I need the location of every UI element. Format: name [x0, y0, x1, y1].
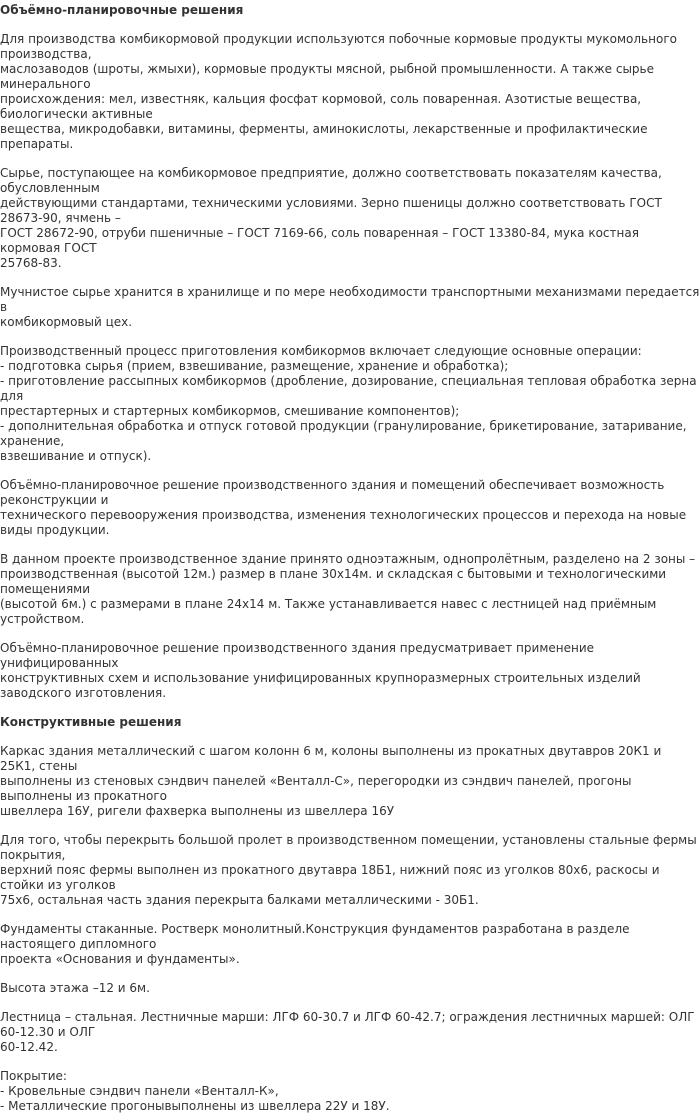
text-line: конструктивных схем и использование унифицированных крупноразмерных строительных изделий заводского изготовления.: [0, 671, 641, 700]
text-line: Каркас здания металлический с шагом колонн 6 м, колоны выполнены из прокатных двутавров 20К1 и 25К1, стены: [0, 744, 662, 773]
text-line: Мучнистое сырье хранится в хранилище и по мере необходимости транспортными механизмами передается в: [0, 285, 700, 314]
text-line: 25768-83.: [0, 256, 62, 270]
text-line: производственная (высотой 12м.) размер в плане 30х14м. и складская с бытовыми и технологическими помещениями: [0, 567, 667, 596]
paragraph: [0, 744, 700, 819]
paragraph: [0, 833, 700, 908]
section-heading-structural: Конструктивные решения: [0, 715, 182, 729]
text-line: - Металлические прогонывыполнены из швеллера 22У и 18У.: [0, 1099, 390, 1113]
text-line: выполнены из стеновых сэндвич панелей «Венталл-С», перегородки из сэндвич панелей, прогоны выполнены из прокатного: [0, 774, 632, 803]
text-line: - дополнительная обработка и отпуск готовой продукции (гранулирование, брикетирование, затаривание, хранение,: [0, 419, 687, 448]
paragraph: [0, 1010, 700, 1055]
text-line: швеллера 16У, ригели фахверка выполнены из швеллера 16У: [0, 804, 395, 818]
text-line: (высотой 6м.) с размерами в плане 24х14 м. Также устанавливается навес с лестницей над приёмным устройством.: [0, 597, 657, 626]
text-line: Лестница – стальная. Лестничные марши: ЛГФ 60-30.7 и ЛГФ 60-42.7; ограждения лестничных маршей: ОЛГ 60-12.30 и ОЛГ: [0, 1010, 695, 1039]
text-line: Объёмно-планировочное решение производственного здания предусматривает применение унифицированных: [0, 641, 595, 670]
text-line: вещества, микродобавки, витамины, ферменты, аминокислоты, лекарственные и профилактические препараты.: [0, 122, 648, 151]
text-line: В данном проекте производственное здание принято одноэтажным, однопролётным, разделено на 2 зоны –: [0, 552, 696, 566]
paragraph: [0, 285, 700, 330]
text-line: Для производства комбикормовой продукции используются побочные кормовые продукты мукомольного производства,: [0, 32, 677, 61]
text-line: Покрытие:: [0, 1069, 67, 1083]
text-line: - Кровельные сэндвич панели «Венталл-К»,: [0, 1084, 279, 1098]
text-line: Объёмно-планировочное решение производственного здания и помещений обеспечивает возможность реконструкции и: [0, 478, 665, 507]
text-line: действующими стандартами, техническими условиями. Зерно пшеницы должно соответствовать ГОСТ 28673-90, ячмень –: [0, 196, 662, 225]
text-line: 75х6, остальная часть здания перекрыта балками металлическими - 30Б1.: [0, 893, 479, 907]
text-line: - подготовка сырья (прием, взвешивание, размещение, хранение и обработка);: [0, 359, 509, 373]
text-line: проекта «Основания и фундаменты».: [0, 952, 240, 966]
text-line: взвешивание и отпуск).: [0, 449, 152, 463]
paragraph: [0, 981, 700, 996]
paragraph: [0, 641, 700, 701]
text-line: престартерных и стартерных комбикормов, смешивание компонентов);: [0, 404, 460, 418]
text-line: Фундаменты стаканные. Ростверк монолитный.Конструкция фундаментов разработана в разделе настоящего дипломного: [0, 922, 630, 951]
text-line: Высота этажа –12 и 6м.: [0, 981, 150, 995]
text-line: маслозаводов (шроты, жмыхи), кормовые продукты мясной, рыбной промышленности. А также сырье минерального: [0, 62, 654, 91]
section-heading-space-planning: Объёмно-планировочные решения: [0, 3, 244, 17]
paragraph: [0, 1069, 700, 1114]
text-line: технического перевооружения производства, изменения технологических процессов и перехода на новые виды продукции.: [0, 508, 687, 537]
paragraph: [0, 344, 700, 464]
text-line: Производственный процесс приготовления комбикормов включает следующие основные операции:: [0, 344, 642, 358]
text-line: происхождения: мел, известняк, кальция фосфат кормовой, соль поваренная. Азотистые вещества, биологически активные: [0, 92, 642, 121]
paragraph: [0, 166, 700, 271]
text-line: верхний пояс фермы выполнен из прокатного двутавра 18Б1, нижний пояс из уголков 80х6, раскосы и стойки из уголков: [0, 863, 660, 892]
text-line: Сырье, поступающее на комбикормовое предприятие, должно соответствовать показателям качества, обусловленным: [0, 166, 662, 195]
text-line: комбикормовый цех.: [0, 315, 133, 329]
text-line: 60-12.42.: [0, 1040, 58, 1054]
text-line: ГОСТ 28672-90, отруби пшеничные – ГОСТ 7169-66, соль поваренная – ГОСТ 13380-84, мука костная кормовая ГОСТ: [0, 226, 639, 255]
paragraph: [0, 32, 700, 152]
paragraph: [0, 922, 700, 967]
paragraph: [0, 552, 700, 627]
paragraph: [0, 478, 700, 538]
text-line: Для того, чтобы перекрыть большой пролет в производственном помещении, установлены стальные фермы покрытия,: [0, 833, 697, 862]
text-line: - приготовление рассыпных комбикормов (дробление, дозирование, специальная тепловая обработка зерна для: [0, 374, 697, 403]
